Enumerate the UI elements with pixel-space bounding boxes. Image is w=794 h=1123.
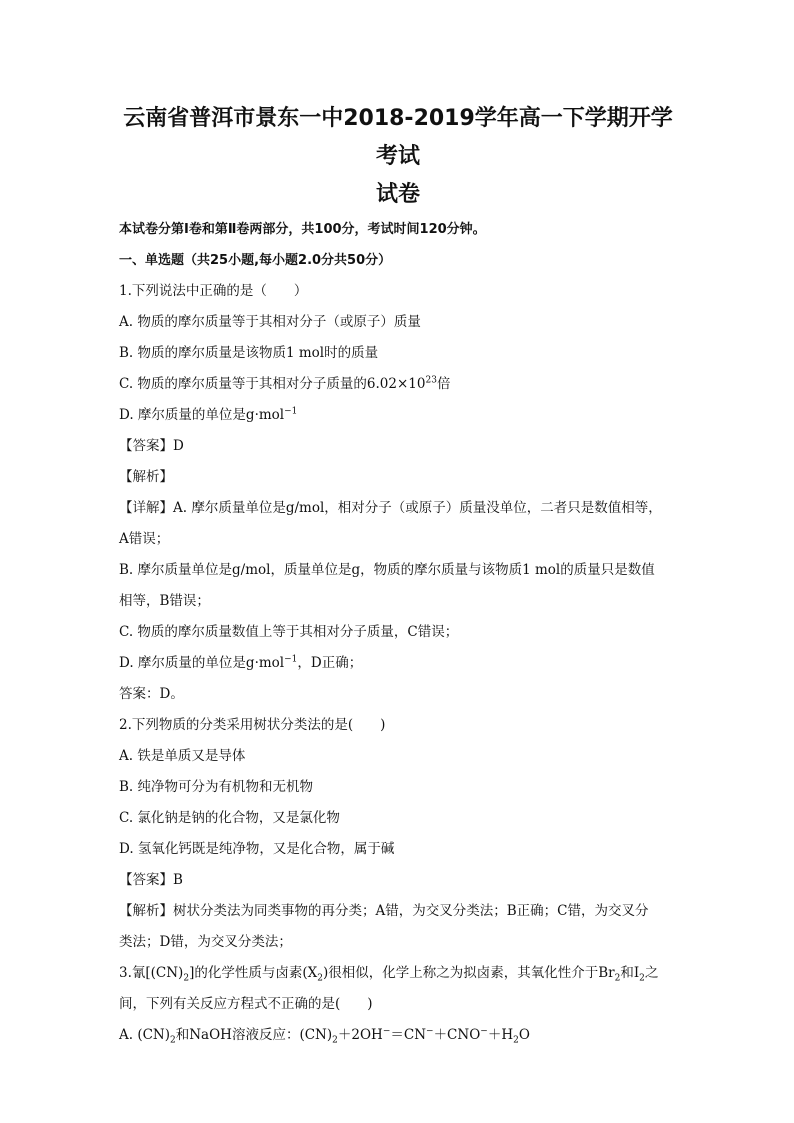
q2-option-b: B. 纯净物可分为有机物和无机物 <box>119 779 314 795</box>
q3-option-a-charge: − <box>426 1026 434 1037</box>
q1-detail-6-exponent: −1 <box>284 654 298 665</box>
q1-detail-6-text: D. 摩尔质量的单位是g·mol <box>119 655 285 671</box>
q3-stem <box>119 958 677 989</box>
q3-stem-part: 之 <box>644 965 659 981</box>
q2-stem: 2.下列物质的分类采用树状分类法的是( ) <box>119 717 386 733</box>
q2-option-d: D. 氢氧化钙既是纯净物，又是化合物，属于碱 <box>119 841 395 857</box>
document-title <box>119 0 677 214</box>
q3-stem-subscript: 2 <box>639 973 645 984</box>
title-line-1: 云南省普洱市景东一中2018-2019学年高一下学期开学考试 <box>123 106 673 169</box>
q2-option-c: C. 氯化钠是钠的化合物，又是氯化物 <box>119 810 340 826</box>
q1-detail-line: C. 物质的摩尔质量数值上等于其相对分子质量，C错误； <box>119 624 459 640</box>
q1-option-d-exponent: −1 <box>284 406 298 417</box>
q3-option-a-part: O <box>518 1027 530 1043</box>
q1-stem: 1.下列说法中正确的是（ ） <box>119 283 308 299</box>
q3-option-a-part: ＝CN <box>390 1027 427 1043</box>
q1-option-d-text: D. 摩尔质量的单位是g·mol <box>119 407 285 423</box>
q1-option-d <box>119 400 677 431</box>
q3-option-a-part: ＋2OH <box>337 1027 383 1043</box>
q1-detail-line: A错误； <box>119 531 170 547</box>
q3-stem-subscript: 2 <box>614 973 621 984</box>
q3-stem-line-2: 间，下列有关反应方程式不正确的是( ) <box>119 996 373 1012</box>
q1-detail-line: 【详解】A. 摩尔质量单位是g/mol，相对分子（或原子）质量没单位，二者只是数值相等， <box>119 500 662 516</box>
title-line-2: 试卷 <box>375 182 420 207</box>
q1-option-b: B. 物质的摩尔质量是该物质1 mol时的质量 <box>119 345 379 361</box>
q1-option-c-tail: 倍 <box>436 376 451 392</box>
q3-stem-subscript: 2 <box>317 973 323 984</box>
q1-answer: 【答案】D <box>119 438 184 454</box>
q3-option-a-subscript: 2 <box>170 1035 176 1046</box>
q1-option-c <box>119 369 677 400</box>
section-heading: 一、单选题（共25小题,每小题2.0分共50分） <box>119 253 392 268</box>
q2-answer: 【答案】B <box>119 872 183 888</box>
q1-analysis-heading: 【解析】 <box>119 469 173 485</box>
q1-option-c-exponent: 23 <box>425 375 437 386</box>
exam-intro: 本试卷分第Ⅰ卷和第Ⅱ卷两部分，共100分，考试时间120分钟。 <box>119 222 486 237</box>
q1-conclusion: 答案：D。 <box>119 686 184 702</box>
q1-option-c-text: C. 物质的摩尔质量等于其相对分子质量的6.02×10 <box>119 376 426 392</box>
q3-option-a-charge: − <box>480 1026 488 1037</box>
q1-detail-line: 相等，B错误； <box>119 593 210 609</box>
q3-stem-part: 3.氰[(CN) <box>119 965 184 981</box>
q3-option-a-part: ＋H <box>487 1027 514 1043</box>
q1-detail-line: B. 摩尔质量单位是g/mol，质量单位是g，物质的摩尔质量与该物质1 mol的质量只是数值 <box>119 562 655 578</box>
q2-analysis-line: 类法；D错，为交叉分类法； <box>119 934 292 950</box>
q3-option-a-part: 和NaOH溶液反应：(CN) <box>175 1027 333 1043</box>
q3-option-a <box>119 1020 677 1051</box>
q3-stem-part: 和I <box>620 965 640 981</box>
q3-option-a-part: ＋CNO <box>433 1027 481 1043</box>
q3-option-a-subscript: 2 <box>332 1035 338 1046</box>
q1-detail-6-tail: ，D正确； <box>297 655 363 671</box>
q2-option-a: A. 铁是单质又是导体 <box>119 748 246 764</box>
q1-detail-line <box>119 648 677 679</box>
q3-stem-part: )很相似，化学上称之为拟卤素，其氧化性介于Br <box>322 965 615 981</box>
q1-option-a: A. 物质的摩尔质量等于其相对分子（或原子）质量 <box>119 314 421 330</box>
q3-option-a-subscript: 2 <box>513 1035 519 1046</box>
q3-option-a-part: A. (CN) <box>119 1027 171 1043</box>
q3-stem-subscript: 2 <box>183 973 190 984</box>
q3-option-a-charge: − <box>382 1026 391 1037</box>
q3-stem-part: ]的化学性质与卤素(X <box>189 965 318 981</box>
q2-analysis-line: 【解析】树状分类法为同类事物的再分类；A错，为交叉分类法；B正确；C错，为交叉分 <box>119 903 649 919</box>
